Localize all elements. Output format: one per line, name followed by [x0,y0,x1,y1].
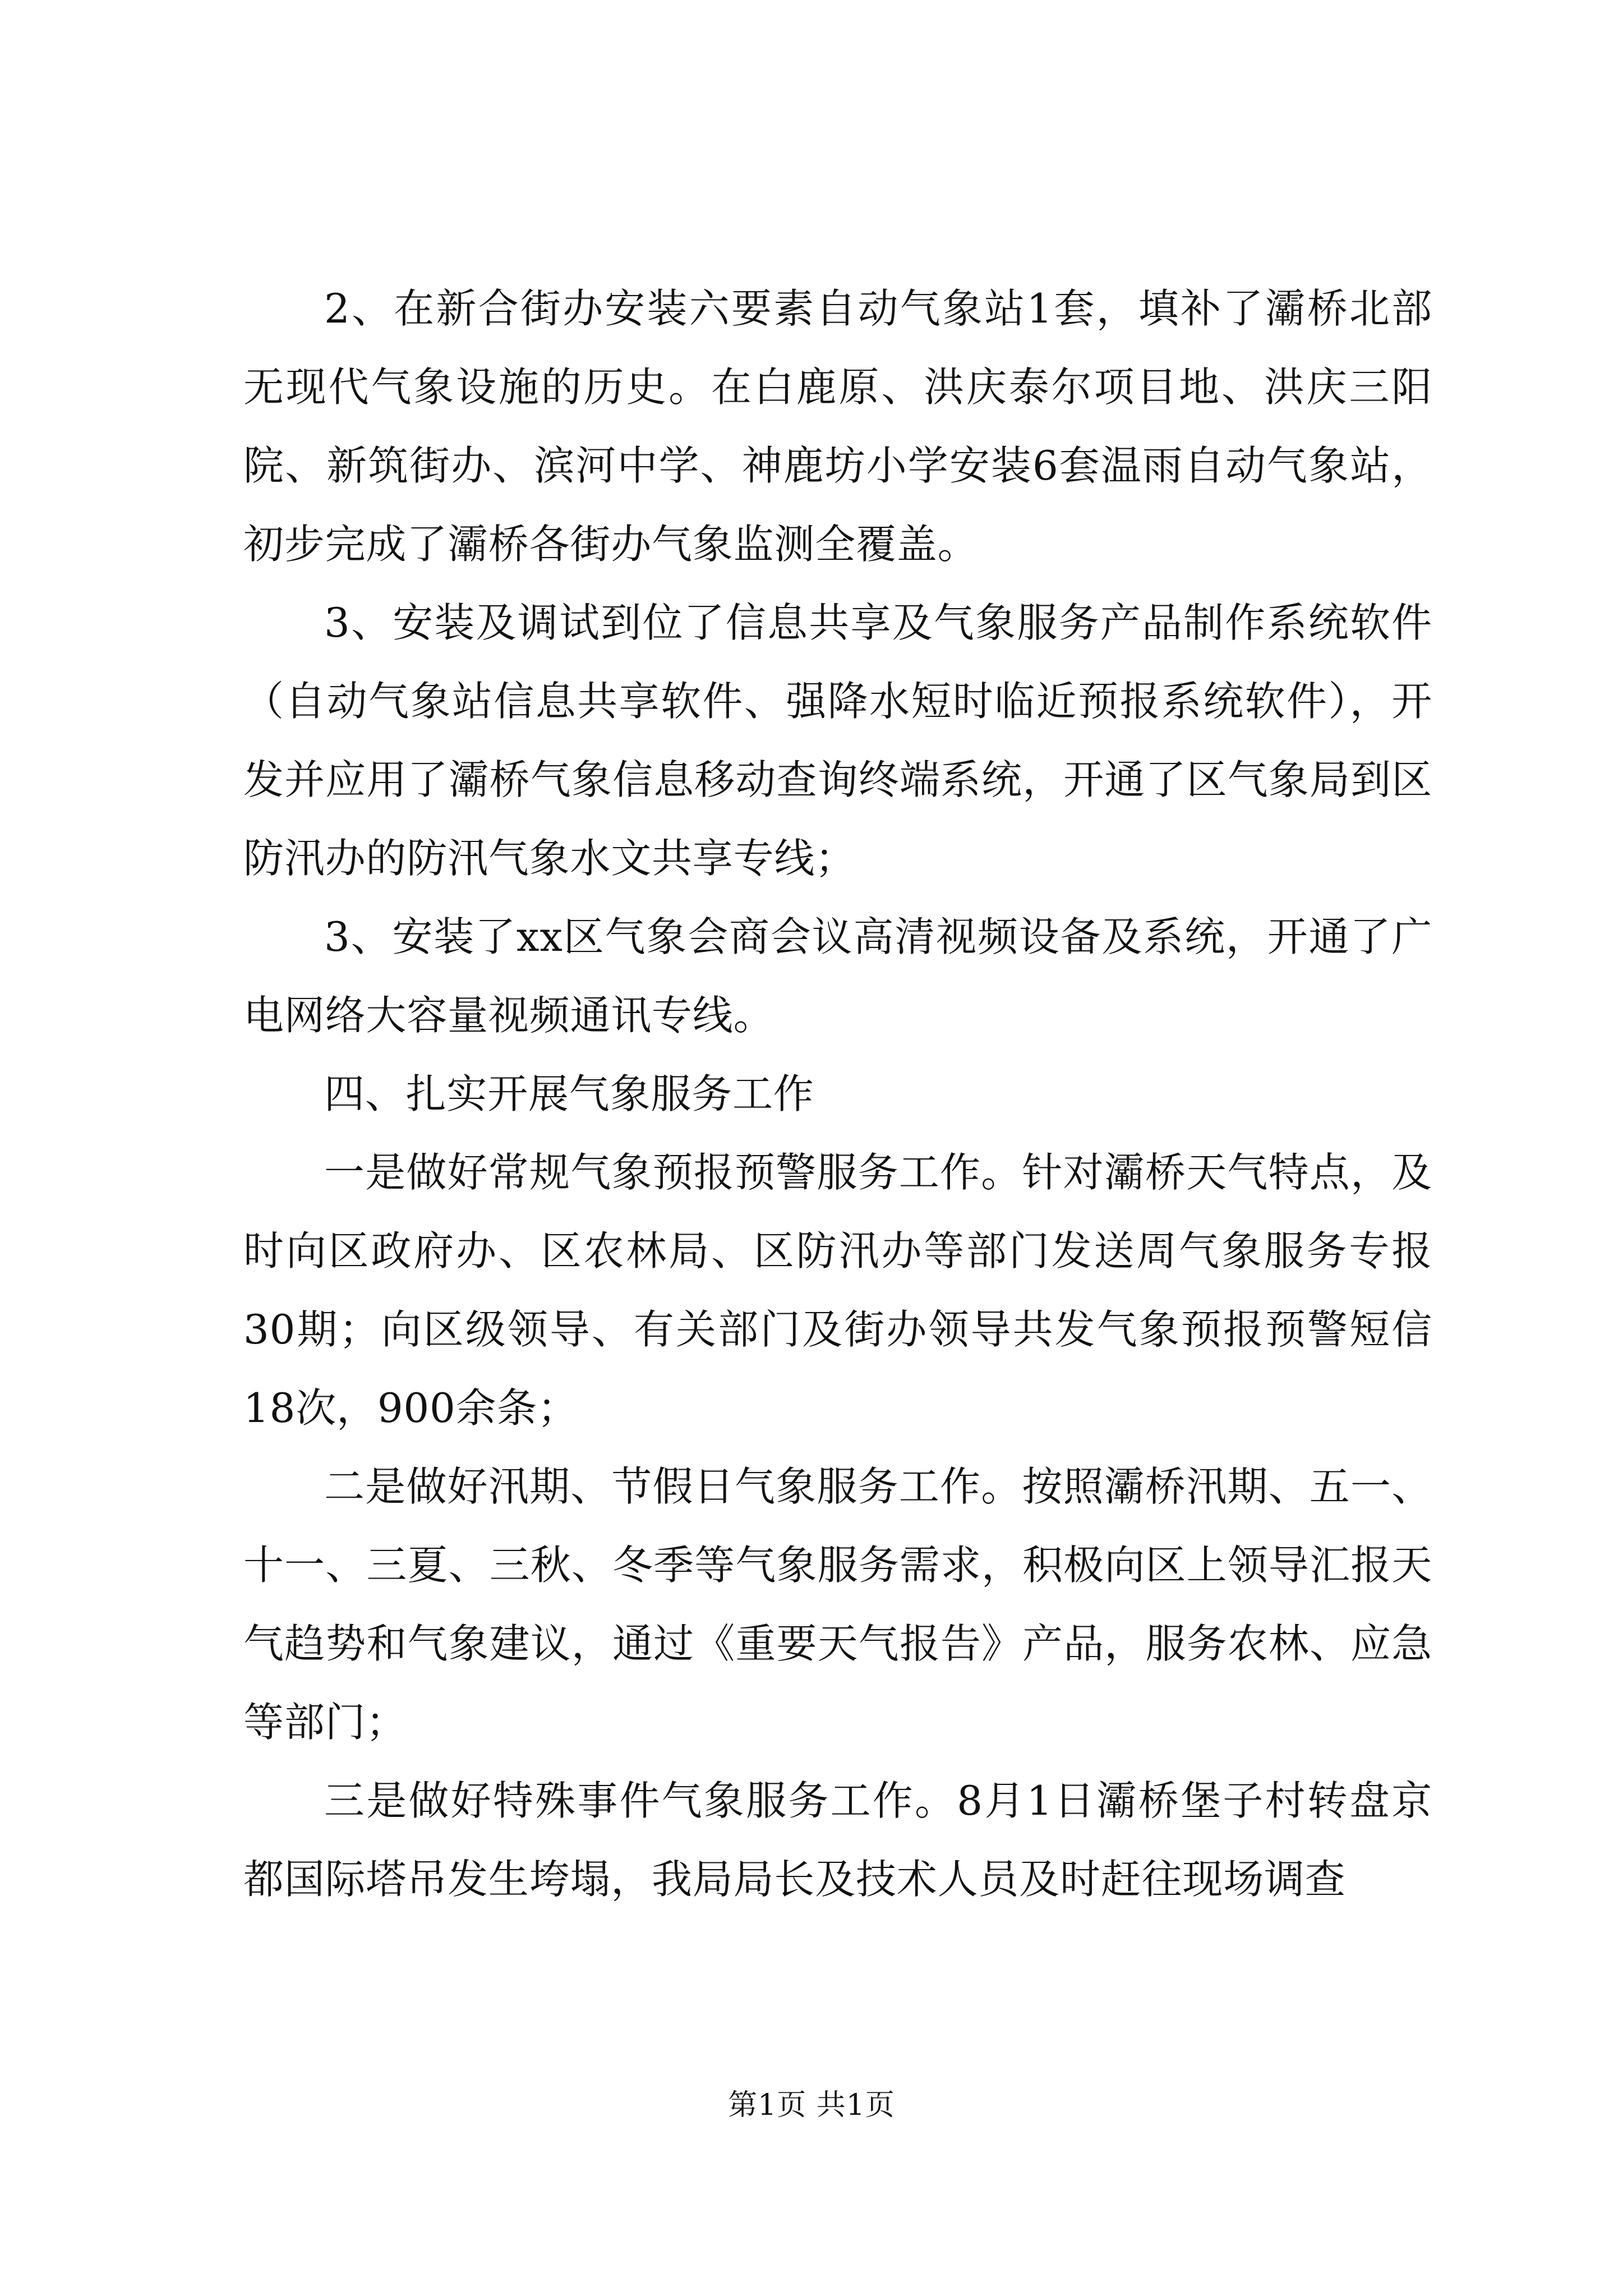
paragraph-item-3-video: 3、安装了xx区气象会商会议高清视频设备及系统，开通了广电网络大容量视频通讯专线。 [243,913,1432,1039]
page-number-footer: 第1页 共1页 [728,2088,895,2122]
paragraph-flood-holiday: 二是做好汛期、节假日气象服务工作。按照灞桥汛期、五一、十一、三夏、三秋、冬季等气象服务需求，积极向区上领导汇报天气趋势和气象建议，通过《重要天气报告》产品，服务农林、应急等部门； [243,1463,1432,1746]
document-body [243,269,1432,1918]
section-heading-four: 四、扎实开展气象服务工作 [324,1070,814,1117]
paragraph-item-3-software: 3、安装及调试到位了信息共享及气象服务产品制作系统软件（自动气象站信息共享软件、强降水短时临近预报系统软件），开发并应用了灞桥气象信息移动查询终端系统，开通了区气象局到区防汛办的防汛气象水文共享专线； [243,599,1432,882]
paragraph-special-event: 三是做好特殊事件气象服务工作。8月1日灞桥堡子村转盘京都国际塔吊发生垮塌，我局局长及技术人员及时赶往现场调查 [243,1777,1432,1903]
paragraph-item-2-auto-station: 2、在新合街办安装六要素自动气象站1套，填补了灞桥北部无现代气象设施的历史。在白鹿原、洪庆泰尔项目地、洪庆三阳院、新筑街办、滨河中学、神鹿坊小学安装6套温雨自动气象站，初步完成了灞桥各街办气象监测全覆盖。 [243,285,1432,568]
paragraph-routine-forecast: 一是做好常规气象预报预警服务工作。针对灞桥天气特点，及时向区政府办、区农林局、区防汛办等部门发送周气象服务专报30期；向区级领导、有关部门及街办领导共发气象预报预警短信18次，900余条； [243,1149,1432,1432]
